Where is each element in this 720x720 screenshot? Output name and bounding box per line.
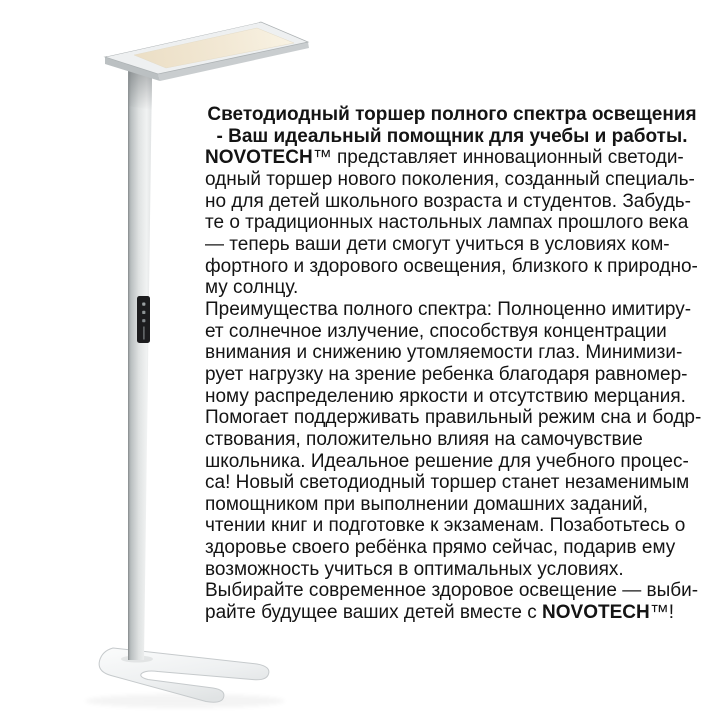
lamp-head (105, 22, 309, 82)
description-body-line: NOVOTECH™ представляет инновационный светоди- (205, 147, 684, 169)
description-body-line: здоровье своего ребёнка прямо сейчас, подарив ему (205, 537, 676, 559)
description-body-line: ет солнечное излучение, способствуя концентрации (205, 320, 667, 342)
description-title-line: - Ваш идеальный помощник для учебы и работы. (216, 125, 688, 147)
description-body-line: Помогает поддерживать правильный режим сна и бодр- (205, 407, 702, 429)
description-title-line: Светодиодный торшер полного спектра освещения (207, 104, 697, 125)
description-body-line: ному распределению яркости и отсутствию мерцания. (205, 385, 686, 407)
description-body-line: помощником при выполнении домашних заданий, (205, 493, 649, 515)
description-body-line: школьника. Идеальное решение для учебного процес- (205, 450, 689, 472)
description-body-line: — теперь ваши дети смогут учиться в условиях ком- (205, 233, 670, 255)
description-body (205, 147, 702, 624)
description-body-line: те о традиционных настольных лампах прошлого века (205, 212, 689, 234)
description-body-line: Выбирайте современное здоровое освещение — выби- (205, 580, 699, 602)
description-body-line: Преимущества полного спектра: Полноценно имитиру- (205, 298, 692, 320)
lamp-pole (128, 66, 152, 660)
description-body-line: са! Новый светодиодный торшер станет незаменимым (205, 472, 690, 494)
lamp-control-panel (137, 296, 150, 343)
description-body-line: чтении книг и подготовке к экзаменам. Позаботьтесь о (205, 515, 686, 537)
product-description (205, 104, 702, 624)
description-body-line: фортного и здорового освещения, близкого к природно- (205, 255, 698, 277)
description-body-line: му солнцу. (205, 277, 299, 299)
description-body-line: рует нагрузку на зрение ребенка благодаря равномер- (205, 363, 688, 385)
description-body-line: но для детей школьного возраста и студентов. Забудь- (205, 190, 692, 212)
description-body-line: внимания и снижению утомляемости глаз. Минимизи- (205, 342, 683, 364)
description-body-line: ствования, положительно влияя на самочувствие (205, 428, 643, 450)
description-body-line: возможность учиться в оптимальных условиях. (205, 558, 624, 580)
description-body-line: одный торшер нового поколения, созданный специаль- (205, 168, 695, 190)
lamp-base (99, 648, 269, 702)
description-body-line: райте будущее ваших детей вместе с NOVOTECH™! (205, 602, 674, 624)
description-title (205, 104, 699, 147)
